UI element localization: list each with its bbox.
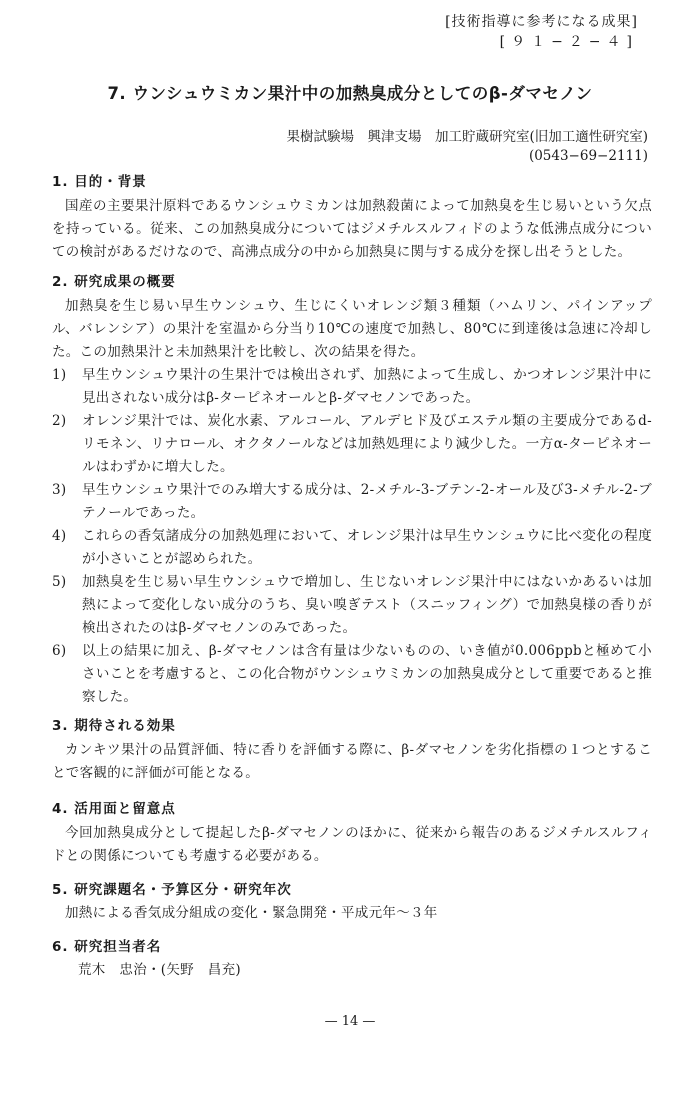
item-number: 4) (52, 528, 67, 544)
section-body: 荒木 忠治・(矢野 昌充) (78, 962, 241, 978)
section-heading: 2. 研究成果の概要 (52, 274, 176, 290)
list-item (52, 479, 652, 525)
section-body: 今回加熱臭成分として提起したβ-ダマセノンのほかに、従来から報告のあるジメチルスルフィドとの関係についても考慮する必要がある。 (52, 825, 652, 864)
item-text: 以上の結果に加え、β-ダマセノンは含有量は少ないものの、いき値が0.006ppbと極めて小さいことを考慮すると、この化合物がウンシュウミカンの加熱臭成分として重要であると推察した。 (82, 643, 652, 705)
section-body: 国産の主要果汁原料であるウンシュウミカンは加熱殺菌によって加熱臭を生じ易いという欠点を持っている。従来、この加熱臭成分についてはジメチルスルフィドのような低沸点成分についての検討があるだけなので、高沸点成分の中から加熱臭に関与する成分を探し出そうとした。 (52, 198, 652, 260)
section-effects (52, 716, 652, 785)
section-purpose (52, 172, 652, 264)
section-heading: 1. 目的・背景 (52, 174, 147, 190)
result-number: [９１−２−４] (499, 34, 638, 50)
section-application (52, 799, 652, 868)
list-item (52, 410, 652, 479)
section-project (52, 880, 652, 925)
section-heading: 3. 期待される効果 (52, 718, 176, 734)
item-text: 早生ウンシュウ果汁でのみ増大する成分は、2-メチル-3-ブテン-2-オール及び3-メチル-2-ブテノールであった。 (82, 482, 652, 521)
page-title: 7. ウンシュウミカン果汁中の加熱臭成分としてのβ-ダマセノン (107, 84, 593, 103)
item-text: 早生ウンシュウ果汁の生果汁では検出されず、加熱によって生成し、かつオレンジ果汁中に見出されない成分はβ-ターピネオールとβ-ダマセノンであった。 (82, 367, 652, 406)
section-heading: 6. 研究担当者名 (52, 939, 162, 955)
affiliation-lab: 果樹試験場 興津支場 加工貯蔵研究室(旧加工適性研究室) (286, 129, 648, 145)
item-number: 2) (52, 413, 67, 429)
item-number: 3) (52, 482, 67, 498)
list-item (52, 525, 652, 571)
page-number: — 14 — (324, 1014, 376, 1029)
category-text: [技術指導に参考になる成果] (445, 14, 638, 30)
list-item (52, 364, 652, 410)
section-intro: 加熱臭を生じ易い早生ウンシュウ、生じにくいオレンジ類３種類（ハムリン、パインアップル、バレンシア）の果汁を室温から分当り10℃の速度で加熱し、80℃に到達後は急速に冷却した。この加熱果汁と未加熱果汁を比較し、次の結果を得た。 (52, 298, 652, 360)
item-text: これらの香気諸成分の加熱処理において、オレンジ果汁は早生ウンシュウに比べ変化の程度が小さいことが認められた。 (82, 528, 652, 567)
list-item (52, 640, 652, 709)
item-text: オレンジ果汁では、炭化水素、アルコール、アルデヒド及びエステル類の主要成分であるd-リモネン、リナロール、オクタノールなどは加熱処理により減少した。一方α-ターピネオールはわずかに増大した。 (82, 413, 652, 475)
category-label (445, 12, 638, 52)
section-body: カンキツ果汁の品質評価、特に香りを評価する際に、β-ダマセノンを劣化指標の１つとすることで客観的に評価が可能となる。 (52, 742, 652, 781)
section-summary (52, 272, 652, 709)
section-body: 加熱による香気成分組成の変化・緊急開発・平成元年〜３年 (65, 905, 438, 921)
item-number: 6) (52, 643, 67, 659)
item-number: 1) (52, 367, 67, 383)
section-researchers (52, 937, 652, 982)
affiliation (286, 128, 648, 166)
section-heading: 4. 活用面と留意点 (52, 801, 176, 817)
item-text: 加熱臭を生じ易い早生ウンシュウで増加し、生じないオレンジ果汁中にはないかあるいは加熱によって変化しない成分のうち、臭い嗅ぎテスト（スニッフィング）で加熱臭様の香りが検出されたのはβ-ダマセノンのみであった。 (82, 574, 652, 636)
list-item (52, 571, 652, 640)
section-heading: 5. 研究課題名・予算区分・研究年次 (52, 882, 292, 898)
item-number: 5) (52, 574, 67, 590)
affiliation-phone: (0543−69−2111) (528, 148, 648, 164)
